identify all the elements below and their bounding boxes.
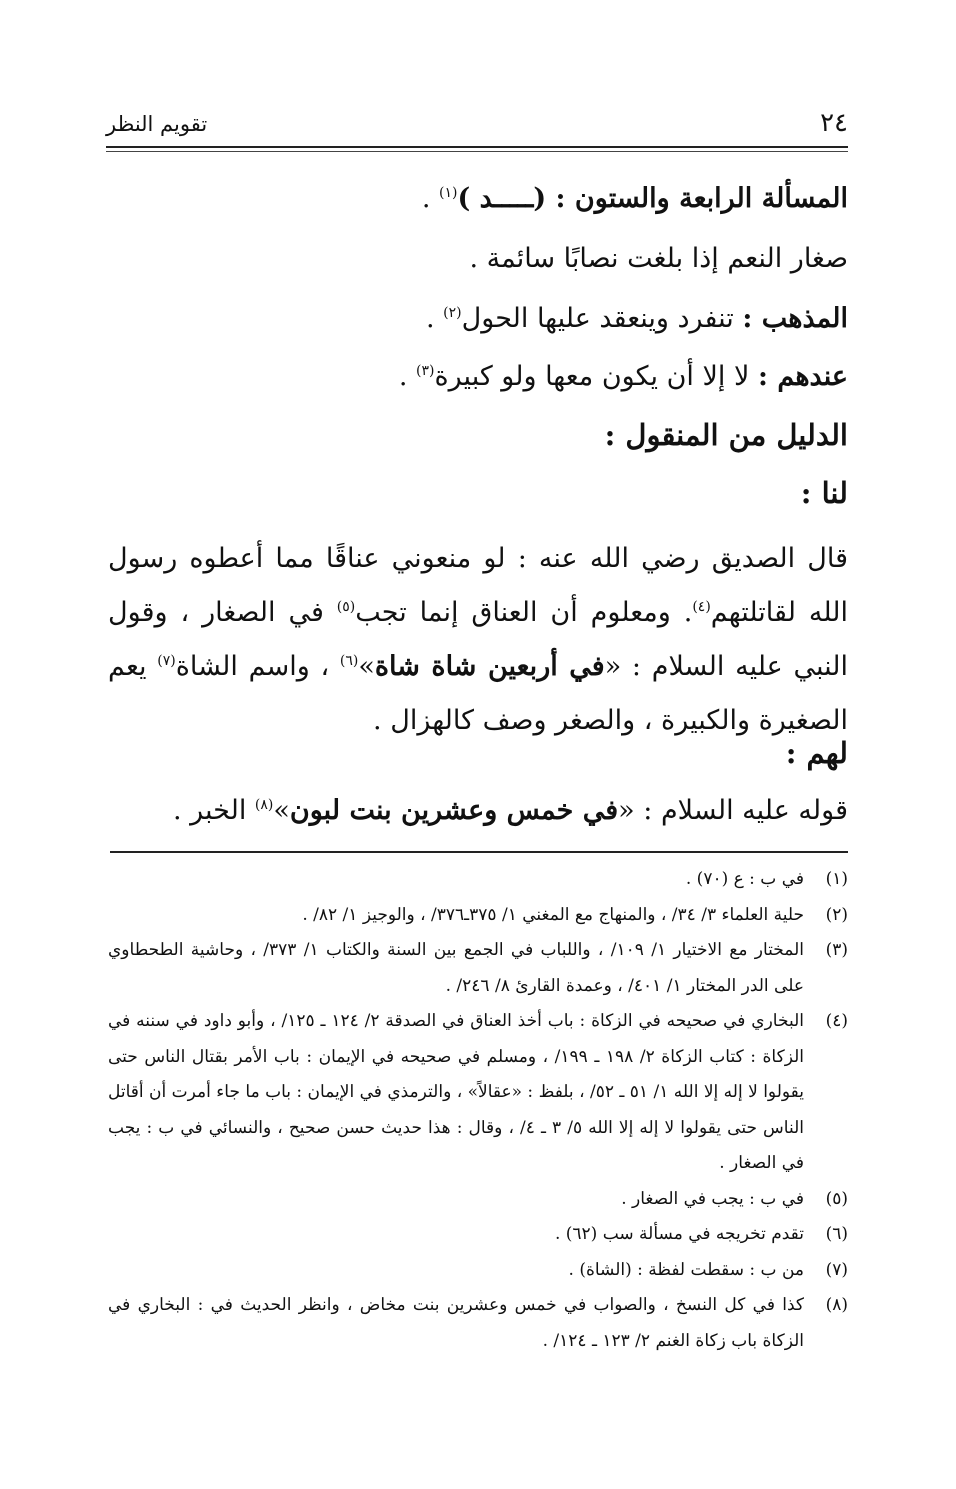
footnote [108,1288,848,1359]
issue-title-end: . [421,183,440,214]
statement-line: صغار النعم إذا بلغت نصابًا سائمة . [469,243,848,274]
hadith-quote: في أربعين شاة شاة [374,651,605,682]
madhhab-label: المذهب : [742,303,848,334]
book-title: تقويم النظر [106,112,208,136]
para-text: » [358,651,375,682]
hadith-quote: في خمس وعشرين بنت لبون [289,795,619,826]
footnote-text: في ب : يجب في الصغار . [621,1188,804,1209]
para-text: ، واسم الشاة [175,651,340,682]
madhhab-line [426,304,848,334]
footnote-separator [110,851,848,853]
para-text: يعم الصغيرة والكبيرة ، والصغر وصف كالهزال . [108,651,848,736]
footnote [108,1253,848,1289]
lahum-heading: لهم : [785,736,848,770]
para-text: قوله عليه السلام : « [618,795,848,826]
footnote-number: (٥) [825,1188,848,1209]
running-header [106,108,848,140]
madhhab-end: . [426,303,444,334]
footnote-ref: (٣) [416,363,435,379]
footnote-number: (٧) [825,1259,848,1280]
footnote-ref: (٧) [157,653,176,669]
para-text: الخبر . [172,795,255,826]
footnote [108,1182,848,1218]
para-text: قال الصديق رضي الله عنه : لو منعوني عناقًا مما أعطوه رسول الله لقاتلتهم [108,543,848,628]
indahum-text: لا إلا أن يكون معها ولو كبيرة [434,361,758,392]
header-rule-thin [106,151,848,152]
header-rule [106,146,848,148]
footnote-text: المختار مع الاختيار ١/ ١٠٩/ ، واللباب في الجمع بين السنة والكتاب ١/ ٣٧٣/ ، وحاشية الطحطاوي على الدر المختار ١/ ٤٠١/ ، وعمدة القارئ ٨/ ٢٤٦/ . [108,940,804,996]
para-text: » [273,795,290,826]
footnote-text: في ب : ع (٧٠) . [685,869,804,889]
footnote-ref: (٤) [692,599,711,615]
footnote-ref: (١) [439,185,458,201]
para-text: في الصغار ، وقول النبي عليه السلام : « [108,597,849,682]
footnote-text: من ب : سقطت لفظة : (الشاة) . [568,1259,804,1280]
indahum-line [399,362,848,392]
lana-heading: لنا : [800,476,848,510]
footnote-number: (٨) [825,1295,848,1315]
footnote [108,898,848,934]
footnote-number: (٢) [825,904,848,925]
issue-title-line [422,184,848,214]
evidence-paragraph [108,532,848,748]
page-number: ٢٤ [820,108,848,138]
footnote-number: (٦) [825,1224,848,1244]
lahum-line [173,796,848,826]
footnote-ref: (٢) [443,305,462,321]
madhhab-text: تنفرد وينعقد عليها الحول [461,303,743,334]
footnote-text: البخاري في صحيحه في الزكاة : باب أخذ العناق في الصدقة ٢/ ١٢٤ ـ ١٢٥/ ، وأبو داود في سننه في الزكاة : كتاب الزكاة ٢/ ١٩٨ ـ ١٩٩/ ، ومسلم في صحيحه في الإيمان : باب الأمر بقتال الناس حتى يقولوا لا إله إلا الله ١/ ٥١ ـ ٥٢/ ، بلفظ : «عقالاً» ، والترمذي في الإيمان : باب ما جاء أمرت أن أقاتل الناس حتى يقولوا لا إله إلا الله ٥/ ٣ ـ ٤/ ، وقال : هذا حديث حسن صحيح ، والنسائي في ب : يجب في الصغار . [108,1011,805,1173]
footnote [108,1004,848,1182]
footnote-text: كذا في كل النسخ ، والصواب في خمس وعشرين بنت مخاض ، وانظر الحديث في : البخاري في الزكاة باب زكاة الغنم ٢/ ١٢٣ ـ ١٢٤/ . [108,1295,804,1351]
footnote-number: (٣) [825,940,848,960]
indahum-end: . [398,361,417,392]
footnote-ref: (٨) [254,797,274,813]
footnote [108,1217,848,1253]
footnote-text: تقدم تخريجه في مسألة سب (٦٢) . [554,1224,804,1244]
footnote [108,933,848,1004]
footnotes [108,862,848,1359]
issue-title: المسألة الرابعة والستون : (ـــــد ) [457,183,848,214]
footnote-text: حلية العلماء ٣/ ٣٤/ ، والمنهاج مع المغني ١/ ٣٧٥ـ٣٧٦/ ، والوجيز ١/ ٨٢/ . [302,904,804,925]
footnote-number: (١) [825,869,848,889]
para-text: . ومعلوم أن العناق إنما تجب [355,597,693,628]
footnote-number: (٤) [825,1011,848,1031]
footnote [108,862,848,898]
indahum-label: عندهم : [757,361,848,392]
evidence-heading: الدليل من المنقول : [604,418,848,452]
footnote-ref: (٥) [336,599,356,615]
footnote-ref: (٦) [339,653,359,669]
